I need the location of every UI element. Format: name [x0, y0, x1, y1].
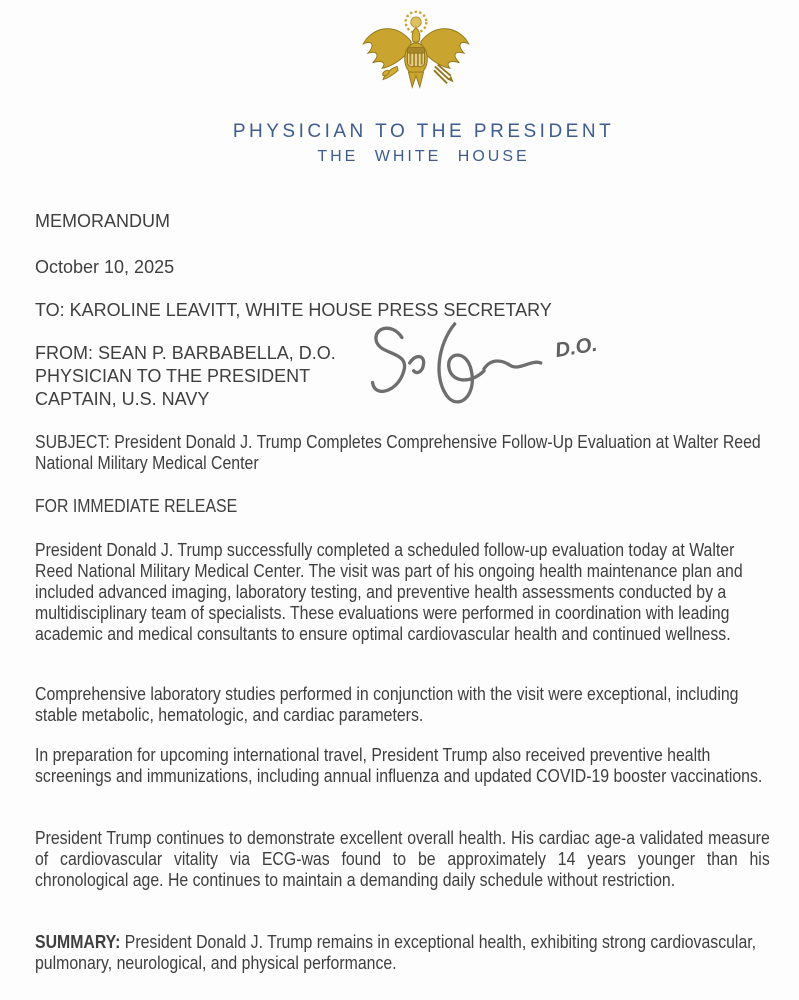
paragraph-laboratory: Comprehensive laboratory studies performed in conjunction with the visit were exceptional, including stable metabolic, hematologic, and cardiac parameters. — [35, 684, 739, 725]
handwritten-signature — [360, 318, 610, 406]
presidential-eagle-seal-icon — [351, 8, 481, 106]
release-line: FOR IMMEDIATE RELEASE — [35, 496, 238, 516]
memo-date: October 10, 2025 — [35, 257, 175, 277]
letterhead-subtitle: THE WHITE HOUSE — [317, 148, 530, 165]
paragraph-evaluation: President Donald J. Trump successfully completed a scheduled follow-up evaluation today at Walter Reed National Military Medical Center. The visit was part of his ongoing health maintenance plan and included advanced imaging, laboratory testing, and preventive health assessments conducted by a multidisciplinary team of specialists. These evaluations were performed in coordination with leading academic and medical consultants to ensure optimal cardiovascular health and continued wellness. — [35, 540, 743, 644]
signature-do-annotation: D.O. — [553, 332, 599, 363]
memo-from-line: FROM: SEAN P. BARBABELLA, D.O. — [35, 343, 336, 363]
summary-text: President Donald J. Trump remains in exceptional health, exhibiting strong cardiovascular, pulmonary, neurological, and physical performance. — [35, 932, 757, 973]
memo-from-rank: CAPTAIN, U.S. NAVY — [35, 389, 210, 409]
summary-paragraph — [35, 932, 770, 974]
memo-body — [0, 212, 799, 974]
presidential-seal — [351, 0, 481, 106]
paragraph-cardiac-age: President Trump continues to demonstrate excellent overall health. His cardiac age-a validated measure of cardiovascular vitality via ECG-was found to be approximately 14 years younger than his chronological age. He continues to maintain a demanding daily schedule without restriction. — [35, 828, 770, 890]
memo-from-block — [35, 332, 770, 411]
memo-to-line: TO: KAROLINE LEAVITT, WHITE HOUSE PRESS SECRETARY — [35, 300, 552, 320]
memo-subject-line: SUBJECT: President Donald J. Trump Completes Comprehensive Follow-Up Evaluation at Walter Reed National Military Medical Center — [35, 432, 761, 473]
signature-scrawl-icon — [360, 318, 610, 406]
memo-type-label: MEMORANDUM — [35, 211, 170, 231]
letterhead-title: PHYSICIAN TO THE PRESIDENT — [232, 121, 615, 142]
paragraph-immunizations: In preparation for upcoming international travel, President Trump also received preventive health screenings and immunizations, including annual influenza and updated COVID-19 booster vaccinations. — [35, 745, 763, 786]
memo-from-title: PHYSICIAN TO THE PRESIDENT — [35, 366, 311, 386]
summary-label: SUMMARY: — [35, 932, 121, 952]
